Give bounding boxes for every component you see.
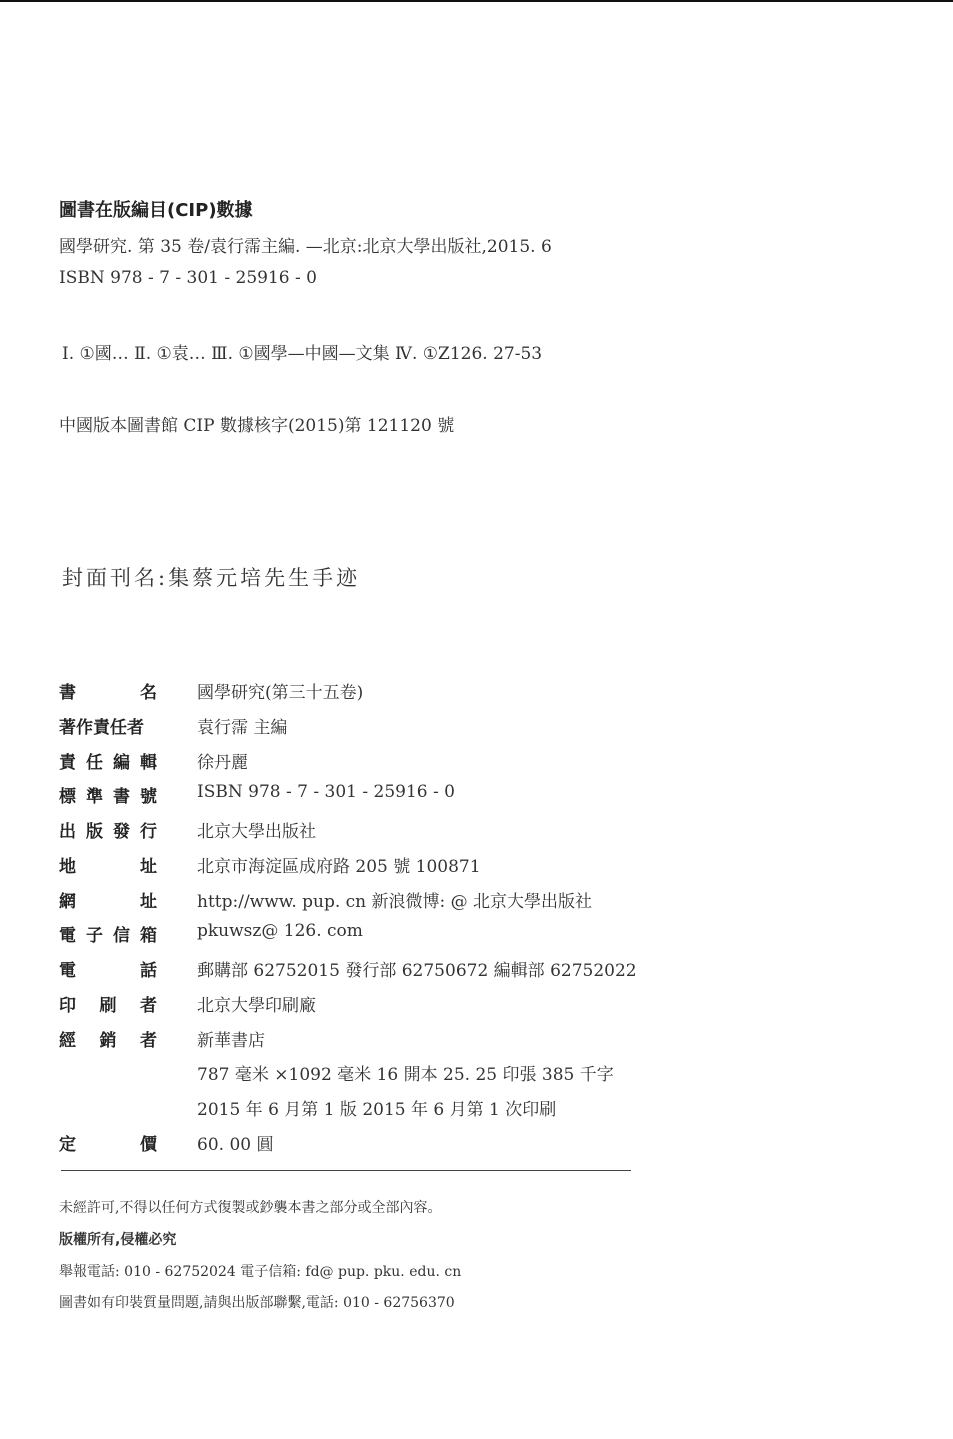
info-label-char: 價 xyxy=(140,1134,157,1155)
info-label-char: 準 xyxy=(86,787,103,808)
info-label-char: 編 xyxy=(113,752,130,773)
info-label-char: 刷 xyxy=(99,995,117,1016)
cover-title-note: 封面刊名:集蔡元培先生手迹 xyxy=(62,566,361,590)
info-label-char: 輯 xyxy=(140,752,157,773)
info-label-char: 出 xyxy=(59,822,76,842)
info-label xyxy=(59,1130,157,1155)
info-label xyxy=(59,991,157,1016)
cip-record-number: 中國版本圖書館 CIP 數據核字(2015)第 121120 號 xyxy=(59,416,455,436)
top-border-rule xyxy=(0,0,953,2)
info-label xyxy=(59,748,157,773)
info-value: 北京大學印刷廠 xyxy=(197,995,316,1016)
info-label-char: 行 xyxy=(140,822,157,842)
info-label xyxy=(59,956,157,981)
info-label-char: 箱 xyxy=(140,926,157,947)
info-value: 袁行霈 主編 xyxy=(197,717,288,738)
info-label-char: 發 xyxy=(113,822,130,842)
info-label-char: 定 xyxy=(59,1134,76,1155)
rights-reserved: 版權所有,侵權必究 xyxy=(59,1232,177,1248)
info-label-char: 標 xyxy=(59,787,76,808)
info-label-char: 信 xyxy=(113,926,130,947)
info-label-char: 著作責任者 xyxy=(59,717,144,738)
info-label-char: 銷 xyxy=(99,1030,117,1051)
info-label xyxy=(59,921,157,946)
info-label-char: 者 xyxy=(140,1030,157,1051)
info-value: 2015 年 6 月第 1 版 2015 年 6 月第 1 次印刷 xyxy=(197,1100,557,1120)
info-value: 北京大學出版社 xyxy=(197,822,316,842)
cip-catalog-line: 國學研究. 第 35 卷/袁行霈主編. —北京:北京大學出版社,2015. 6 xyxy=(59,237,552,257)
info-label-char: 責 xyxy=(59,752,76,773)
quality-contact-line: 圖書如有印裝質量問題,請與出版部聯繫,電話: 010 - 62756370 xyxy=(59,1295,455,1311)
cip-classification-line: Ⅰ. ①國… Ⅱ. ①袁… Ⅲ. ①國學—中國—文集 Ⅳ. ①Z126. 27-53 xyxy=(62,344,543,364)
info-label xyxy=(59,782,157,807)
info-label-char: 網 xyxy=(59,891,76,912)
info-value: 新華書店 xyxy=(197,1030,265,1051)
info-label xyxy=(59,852,157,877)
info-label-char: 電 xyxy=(59,961,76,981)
info-value: 60. 00 圓 xyxy=(197,1134,274,1155)
footer-divider xyxy=(61,1170,631,1171)
info-label xyxy=(59,887,157,912)
info-label-char: 版 xyxy=(86,822,103,842)
info-label-char: 經 xyxy=(59,1030,76,1051)
info-label-char: 書 xyxy=(113,787,130,808)
info-value: 國學研究(第三十五卷) xyxy=(197,683,364,703)
info-label-char: 印 xyxy=(59,995,76,1016)
info-value: 北京市海淀區成府路 205 號 100871 xyxy=(197,856,481,877)
info-label xyxy=(59,713,157,738)
info-label-char: 址 xyxy=(140,856,157,877)
info-label-char: 任 xyxy=(86,752,103,773)
info-value: http://www. pup. cn 新浪微博: @ 北京大學出版社 xyxy=(197,891,593,912)
info-label-char: 號 xyxy=(140,787,157,808)
info-label-char: 電 xyxy=(59,926,76,947)
info-label xyxy=(59,1026,157,1051)
info-value: pkuwsz@ 126. com xyxy=(197,921,363,942)
info-value: 徐丹麗 xyxy=(197,752,248,773)
info-value: 郵購部 62752015 發行部 62750672 編輯部 62752022 xyxy=(197,961,637,981)
info-label-char: 話 xyxy=(140,961,157,981)
cip-isbn-line: ISBN 978 - 7 - 301 - 25916 - 0 xyxy=(59,268,317,288)
info-label-char: 書 xyxy=(59,683,76,703)
info-label-char: 者 xyxy=(140,995,157,1016)
info-label-char: 名 xyxy=(140,683,157,703)
info-label-char: 地 xyxy=(59,856,76,877)
copyright-notice: 未經許可,不得以任何方式復製或鈔襲本書之部分或全部內容。 xyxy=(59,1200,442,1216)
info-label-char: 址 xyxy=(140,891,157,912)
info-label xyxy=(59,678,157,703)
info-value: 787 毫米 ×1092 毫米 16 開本 25. 25 印張 385 千字 xyxy=(197,1065,614,1086)
info-label xyxy=(59,817,157,842)
report-contact-line: 舉報電話: 010 - 62752024 電子信箱: fd@ pup. pku. edu. cn xyxy=(59,1264,462,1280)
info-label-char: 子 xyxy=(86,926,103,947)
cip-heading: 圖書在版編目(CIP)數據 xyxy=(59,200,253,221)
info-value: ISBN 978 - 7 - 301 - 25916 - 0 xyxy=(197,782,455,803)
